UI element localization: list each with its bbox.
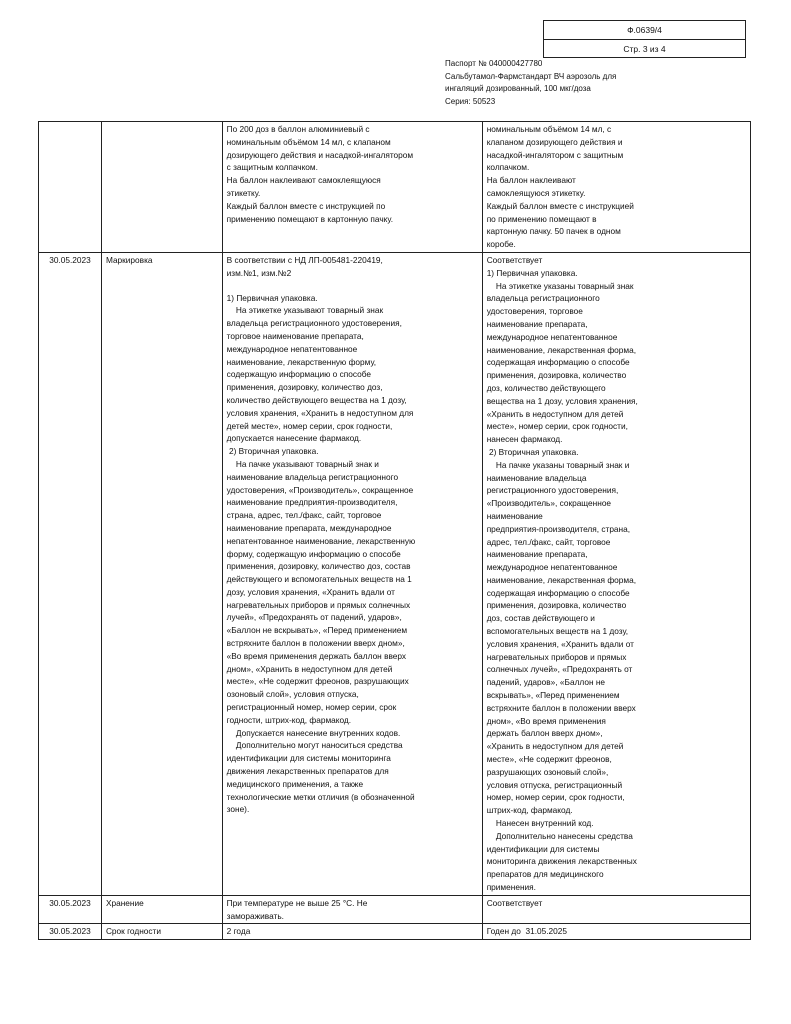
result-line: Годен до 31.05.2025 <box>486 926 567 937</box>
result-line: нанесен фармакод. <box>486 434 563 445</box>
date-cell: 30.05.2023 <box>39 924 102 940</box>
result-line: держать баллон вверх дном», <box>486 728 603 739</box>
result-line: применения, дозировка, количество <box>486 370 627 381</box>
requirement-line: идентификации для системы мониторинга <box>226 753 391 764</box>
form-code-box <box>543 20 746 58</box>
result-line: содержащая информацию о способе <box>486 357 630 368</box>
result-line: клапаном дозирующего действия и <box>486 136 623 147</box>
result-line: коробе. <box>486 239 516 250</box>
requirement-line: Допускается нанесение внутренних кодов. <box>226 727 401 738</box>
requirement-line: медицинского применения, а также <box>226 778 364 789</box>
result-line: вещества на 1 дозу, условия хранения, <box>486 395 638 406</box>
result-line: по применению помещают в <box>486 213 597 224</box>
requirement-line: дозу, условия хранения, «Хранить вдали от <box>226 586 395 597</box>
result-line: содержащая информацию о способе <box>486 587 630 598</box>
requirement-line: «Во время применения держать баллон вверх <box>226 650 407 661</box>
result-line: наименование, лекарственная форма, <box>486 344 637 355</box>
requirement-line: 1) Первичная упаковка. <box>226 292 318 303</box>
result-line: Соответствует <box>486 254 543 265</box>
table-row <box>39 924 751 940</box>
requirement-line: замораживать. <box>226 910 284 921</box>
result-cell <box>482 895 750 924</box>
table-row <box>39 122 751 253</box>
series-number: Серия: 50523 <box>445 96 496 106</box>
requirement-line: номинальным объёмом 14 мл, с клапаном <box>226 136 391 147</box>
result-line: применения. <box>486 882 536 893</box>
result-line: насадкой-ингалятором с защитным <box>486 149 624 160</box>
requirement-line: детей месте», номер серии, срок годности, <box>226 420 393 431</box>
indicator-cell: Маркировка <box>101 252 222 895</box>
result-line: Дополнительно нанесены средства <box>486 830 633 841</box>
requirement-line: дном», «Хранить в недоступном для детей <box>226 663 393 674</box>
product-name-line-1: Сальбутамол-Фармстандарт ВЧ аэрозоль для <box>445 71 617 81</box>
requirement-line: движения лекарственных препаратов для <box>226 766 389 777</box>
requirement-line: применению помещают в картонную пачку. <box>226 213 393 224</box>
requirement-line: регистрационный номер, номер серии, срок <box>226 702 397 713</box>
result-line: препаратов для медицинского <box>486 869 604 880</box>
requirement-line: лучей», «Предохранять от падений, ударов», <box>226 612 402 623</box>
result-line: наименование препарата, <box>486 318 588 329</box>
result-line: вскрывать», «Перед применением <box>486 690 620 701</box>
page-number: Стр. 3 из 4 <box>544 39 745 58</box>
result-line: удостоверения, торговое <box>486 306 583 317</box>
requirement-line: 2 года <box>226 926 251 937</box>
requirement-line: «Баллон не вскрывать», «Перед применением <box>226 625 408 636</box>
result-line: картонную пачку. 50 пачек в одном <box>486 226 621 237</box>
requirement-line: изм.№1, изм.№2 <box>226 267 292 278</box>
indicator-cell: Срок годности <box>101 924 222 940</box>
result-line: условия хранения, «Хранить вдали от <box>486 638 634 649</box>
result-cell <box>482 122 750 253</box>
date-cell: 30.05.2023 <box>39 895 102 924</box>
passport-number: Паспорт № 040000427780 <box>445 59 543 68</box>
result-line: Нанесен внутренний код. <box>486 818 594 829</box>
requirement-line: наименование, лекарственную форму, <box>226 356 377 367</box>
requirement-line: наименование препарата, международное <box>226 522 392 533</box>
requirement-line: применения, дозировку, количество доз, <box>226 382 383 393</box>
requirement-line: наименование владельца регистрационного <box>226 471 399 482</box>
result-line: На пачке указаны товарный знак и <box>486 459 630 470</box>
result-line: владельца регистрационного <box>486 293 600 304</box>
requirement-line: непатентованное наименование, лекарственную <box>226 535 416 546</box>
result-line: солнечных лучей», «Предохранять от <box>486 664 633 675</box>
requirement-line: количество действующего вещества на 1 дозу, <box>226 394 407 405</box>
requirement-cell <box>222 924 482 940</box>
result-line: нагревательных приборов и прямых <box>486 651 627 662</box>
requirement-line: дозирующего действия и насадкой-ингалятором <box>226 149 414 160</box>
result-line: наименование препарата, <box>486 549 588 560</box>
result-line: адрес, тел./факс, сайт, торговое <box>486 536 611 547</box>
result-line: номер, номер серии, срок годности, <box>486 792 625 803</box>
requirement-line: встряхните баллон в положении вверх дном», <box>226 638 405 649</box>
requirement-line: допускается нанесение фармакод. <box>226 433 362 444</box>
result-line: падений, ударов», «Баллон не <box>486 677 606 688</box>
result-line: Каждый баллон вместе с инструкцией <box>486 200 634 211</box>
requirement-line <box>227 280 478 292</box>
result-line: вспомогательных веществ на 1 дозу, <box>486 626 629 637</box>
product-name-line-2: ингаляций дозированный, 100 мкг/доза <box>445 84 591 93</box>
result-line: регистрационного удостоверения, <box>486 485 619 496</box>
requirement-line: 2) Вторичная упаковка. <box>226 446 319 457</box>
requirement-line: действующего и вспомогательных веществ на 1 <box>226 574 412 585</box>
requirement-line: торговое наименование препарата, <box>226 330 364 341</box>
result-line: На баллон наклеивают <box>486 175 576 186</box>
result-line: номинальным объёмом 14 мл, с <box>486 124 612 134</box>
requirement-line: Дополнительно могут наноситься средства <box>226 740 403 751</box>
requirement-line: По 200 доз в баллон алюминиевый с <box>226 124 370 134</box>
passport-header <box>445 58 765 108</box>
requirement-line: годности, штрих-код, фармакод. <box>226 714 352 725</box>
result-line: месте», номер серии, срок годности, <box>486 421 628 432</box>
requirement-line: страна, адрес, тел./факс, сайт, торговое <box>226 510 382 521</box>
requirement-cell <box>222 895 482 924</box>
result-line: месте», «Не содержит фреонов, <box>486 754 612 765</box>
requirement-line: В соответствии с НД ЛП-005481-220419, <box>226 254 383 265</box>
result-line: доз, состав действующего и <box>486 613 595 624</box>
result-line: международное непатентованное <box>486 331 618 342</box>
result-line: условия отпуска, регистрационный <box>486 779 623 790</box>
requirement-line: наименование предприятия-производителя, <box>226 497 398 508</box>
requirement-line: форму, содержащую информацию о способе <box>226 548 401 559</box>
requirement-line: На пачке указывают товарный знак и <box>226 458 379 469</box>
requirement-line: с защитным колпачком. <box>226 162 318 173</box>
requirement-line: месте», «Не содержит фреонов, разрушающих <box>226 676 409 687</box>
indicator-cell <box>101 122 222 253</box>
result-line: наименование, лекарственная форма, <box>486 574 637 585</box>
requirement-line: владельца регистрационного удостоверения, <box>226 318 402 329</box>
result-line: штрих-код, фармакод. <box>486 805 573 816</box>
table-row <box>39 252 751 895</box>
requirement-line: международное непатентованное <box>226 343 358 354</box>
result-line: На этикетке указаны товарный знак <box>486 280 634 291</box>
requirement-line: нагревательных приборов и прямых солнечных <box>226 599 411 610</box>
requirement-cell <box>222 122 482 253</box>
result-line: 1) Первичная упаковка. <box>486 267 578 278</box>
date-cell: 30.05.2023 <box>39 252 102 895</box>
table-row <box>39 895 751 924</box>
requirement-line: На баллон наклеивают самоклеящуюся <box>226 175 381 186</box>
requirement-line: При температуре не выше 25 °С. Не <box>226 897 368 908</box>
requirement-line: озоновый слой», условия отпуска, <box>226 689 359 700</box>
result-line: идентификации для системы <box>486 843 600 854</box>
requirement-line: зоне). <box>226 804 250 815</box>
specification-table <box>38 121 751 940</box>
result-line: самоклеящуюся этикетку. <box>486 187 586 198</box>
result-line: международное непатентованное <box>486 562 618 573</box>
result-line: колпачком. <box>486 162 530 173</box>
result-line: предприятия-производителя, страна, <box>486 523 631 534</box>
result-line: наименование <box>486 510 543 521</box>
result-cell <box>482 924 750 940</box>
result-line: «Производитель», сокращенное <box>486 498 612 509</box>
result-line: применения, дозировка, количество <box>486 600 627 611</box>
result-line: доз, количество действующего <box>486 382 606 393</box>
requirement-line: удостоверения, «Производитель», сокращенное <box>226 484 414 495</box>
requirement-line: содержащую информацию о способе <box>226 369 371 380</box>
result-line: мониторинга движения лекарственных <box>486 856 637 867</box>
result-line: разрушающих озоновый слой», <box>486 766 609 777</box>
requirement-line: применения, дозировку, количество доз, состав <box>226 561 411 572</box>
result-line: наименование владельца <box>486 472 587 483</box>
requirement-line: этикетку. <box>226 187 261 198</box>
requirement-line: Каждый баллон вместе с инструкцией по <box>226 200 386 211</box>
date-cell <box>39 122 102 253</box>
result-cell <box>482 252 750 895</box>
form-code: Ф.0639/4 <box>627 25 662 35</box>
requirement-cell <box>222 252 482 895</box>
result-line: «Хранить в недоступном для детей <box>486 408 624 419</box>
result-line: «Хранить в недоступном для детей <box>486 741 624 752</box>
result-line: дном», «Во время применения <box>486 715 606 726</box>
result-line: 2) Вторичная упаковка. <box>486 446 579 457</box>
result-line: Соответствует <box>486 897 543 908</box>
requirement-line: На этикетке указывают товарный знак <box>226 305 384 316</box>
requirement-line: условия хранения, «Хранить в недоступном для <box>226 407 414 418</box>
result-line: встряхните баллон в положении вверх <box>486 702 636 713</box>
requirement-line: технологические метки отличия (в обозначенной <box>226 791 415 802</box>
indicator-cell: Хранение <box>101 895 222 924</box>
